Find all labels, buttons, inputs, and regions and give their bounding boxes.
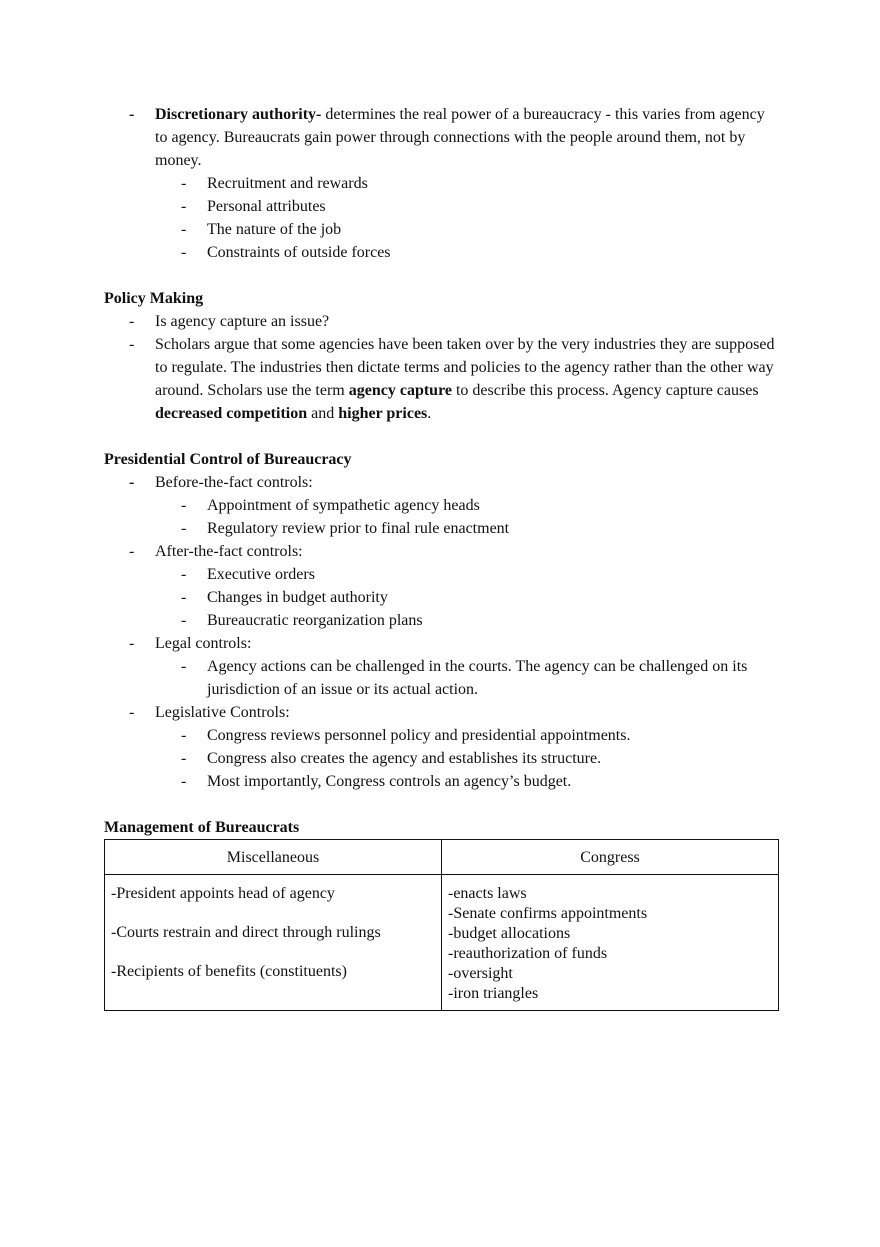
list-item-text: Appointment of sympathetic agency heads (207, 497, 480, 514)
table-cell-line: -iron triangles (448, 985, 539, 1002)
list-item (104, 747, 780, 770)
list-item (104, 494, 780, 517)
list-item-text: Before-the-fact controls: (155, 474, 313, 491)
discretionary-bullet (104, 103, 780, 172)
bullet-dash: - (181, 727, 187, 744)
list-item (104, 655, 780, 701)
list-item (104, 310, 780, 333)
discretionary-text: determines the real power of a bureaucracy - this varies from agency to agency. Bureaucrats gain power through connections with the people around them, not by money. (155, 106, 765, 169)
list-item-text: Bureaucratic reorganization plans (207, 612, 423, 629)
list-item-text: Legal controls: (155, 635, 252, 652)
bullet-dash: - (181, 175, 187, 192)
bullet-dash: - (181, 221, 187, 238)
list-item-text: Personal attributes (207, 198, 326, 215)
table-header-row (105, 840, 779, 875)
bullet-dash: - (181, 589, 187, 606)
list-item (104, 517, 780, 540)
list-item-text: Agency actions can be challenged in the courts. The agency can be challenged on its jurisdiction of an issue or its actual action. (207, 658, 748, 698)
bullet-dash: - (129, 474, 135, 491)
policy-text-2: to describe this process. Agency capture causes (451, 382, 759, 399)
list-item (104, 241, 780, 264)
congress-cell (442, 875, 779, 1011)
bullet-dash: - (181, 244, 187, 261)
list-item-text: Legislative Controls: (155, 704, 290, 721)
table-cell-line: -Recipients of benefits (constituents) (111, 963, 347, 980)
table-cell-line: -oversight (448, 965, 513, 982)
bullet-dash: - (181, 773, 187, 790)
bullet-dash: - (181, 566, 187, 583)
policy-heading: Policy Making (104, 290, 204, 307)
table-cell-line: -Courts restrain and direct through rulings (111, 924, 381, 941)
list-item-text: The nature of the job (207, 221, 342, 238)
bullet-dash: - (129, 106, 135, 123)
list-item (104, 172, 780, 195)
table-cell-line: -budget allocations (448, 925, 571, 942)
bullet-dash: - (129, 336, 135, 353)
table-cell-line: -President appoints head of agency (111, 885, 335, 902)
policy-text-3: and (307, 405, 339, 422)
list-item (104, 724, 780, 747)
bullet-dash: - (129, 543, 135, 560)
list-item (104, 609, 780, 632)
list-item-text: Recruitment and rewards (207, 175, 368, 192)
bullet-dash: - (181, 497, 187, 514)
list-item-text: Changes in budget authority (207, 589, 388, 606)
table-row (105, 875, 779, 1011)
table-cell-line: -reauthorization of funds (448, 945, 608, 962)
decreased-competition-term: decreased competition (155, 405, 308, 422)
list-item-text: Most importantly, Congress controls an agency’s budget. (207, 773, 572, 790)
control-group-label (104, 701, 780, 724)
higher-prices-term: higher prices (338, 405, 428, 422)
bullet-dash: - (181, 520, 187, 537)
bullet-dash: - (181, 750, 187, 767)
document-page (104, 103, 780, 1011)
management-table (104, 839, 779, 1011)
list-item-text: Executive orders (207, 566, 315, 583)
list-item (104, 770, 780, 793)
discretionary-term: Discretionary authority- (155, 106, 322, 123)
list-item (104, 195, 780, 218)
column-header-congress: Congress (442, 840, 779, 875)
policy-text-4: . (427, 405, 432, 422)
bullet-dash: - (129, 313, 135, 330)
control-group-label (104, 632, 780, 655)
bullet-dash: - (181, 658, 187, 675)
miscellaneous-cell (105, 875, 442, 1011)
agency-capture-term: agency capture (348, 382, 452, 399)
management-heading: Management of Bureaucrats (104, 819, 300, 836)
list-item (104, 218, 780, 241)
list-item-text: Is agency capture an issue? (155, 313, 330, 330)
control-group-label (104, 471, 780, 494)
policy-text-1: Scholars argue that some agencies have been taken over by the very industries they are supposed to regulate. The industries then dictate terms and policies to the agency rather than the other way around. Scholars use the term (155, 336, 775, 399)
list-item (104, 333, 780, 425)
presidential-heading: Presidential Control of Bureaucracy (104, 451, 352, 468)
list-item (104, 563, 780, 586)
list-item-text: Congress reviews personnel policy and presidential appointments. (207, 727, 631, 744)
bullet-dash: - (129, 635, 135, 652)
control-group-label (104, 540, 780, 563)
table-cell-line: -enacts laws (448, 885, 527, 902)
bullet-dash: - (129, 704, 135, 721)
list-item (104, 586, 780, 609)
bullet-dash: - (181, 612, 187, 629)
bullet-dash: - (181, 198, 187, 215)
list-item-text: After-the-fact controls: (155, 543, 303, 560)
list-item-text: Constraints of outside forces (207, 244, 391, 261)
list-item-text: Congress also creates the agency and establishes its structure. (207, 750, 602, 767)
list-item-text: Regulatory review prior to final rule enactment (207, 520, 510, 537)
column-header-miscellaneous: Miscellaneous (105, 840, 442, 875)
table-cell-line: -Senate confirms appointments (448, 905, 648, 922)
